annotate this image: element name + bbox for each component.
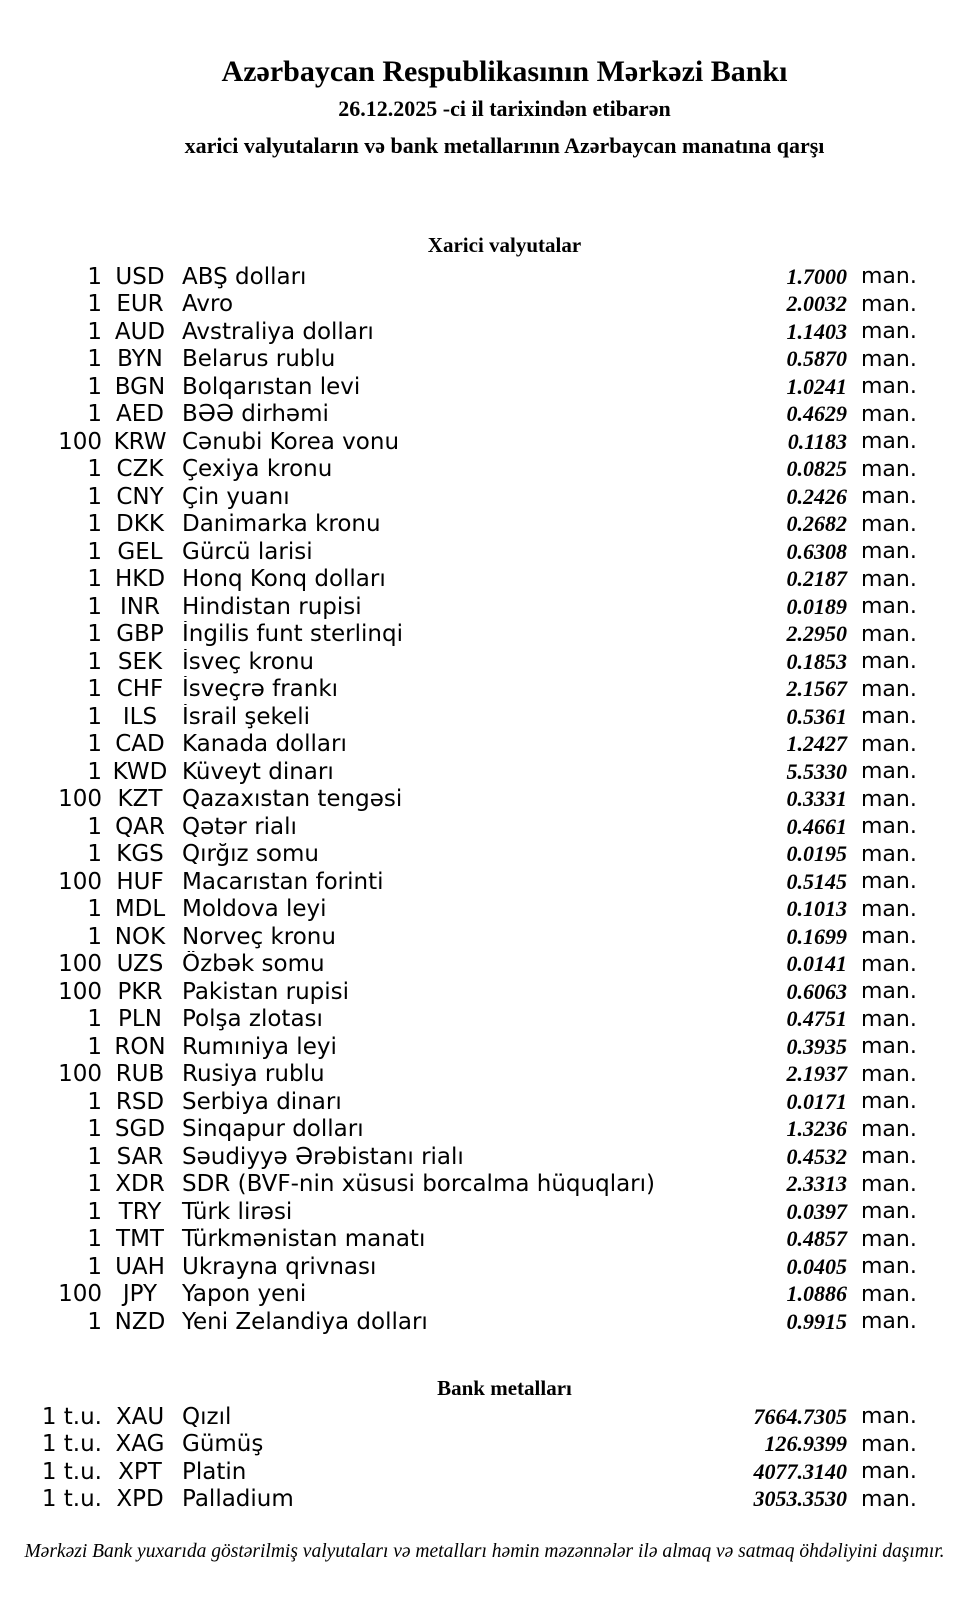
unit-cell: man. xyxy=(861,1006,917,1032)
rate-cell: 2.3313 xyxy=(786,1171,847,1197)
name-cell: Türkmənistan manatı xyxy=(182,1226,426,1253)
quantity-cell: 1 t.u. xyxy=(41,1403,102,1430)
quantity-cell: 1 t.u. xyxy=(41,1458,102,1485)
name-cell: Avstraliya dolları xyxy=(182,318,374,345)
quantity-cell: 1 t.u. xyxy=(41,1486,102,1513)
code-cell: RSD xyxy=(115,1088,165,1115)
unit-cell: man. xyxy=(861,1061,917,1087)
unit-cell: man. xyxy=(861,1309,917,1335)
unit-cell: man. xyxy=(861,1431,917,1457)
currency-row xyxy=(0,566,917,594)
code-cell: GEL xyxy=(117,538,163,565)
name-cell: Gürcü larisi xyxy=(182,538,313,565)
unit-cell: man. xyxy=(861,264,917,290)
code-cell: UZS xyxy=(116,951,164,978)
name-cell: İsveçrə frankı xyxy=(182,676,339,703)
name-cell: Cənubi Korea vonu xyxy=(182,428,400,455)
currency-row xyxy=(0,1281,917,1309)
currency-row xyxy=(0,1061,917,1089)
metal-row xyxy=(0,1486,917,1514)
currencies-table xyxy=(0,263,917,1336)
code-cell: ILS xyxy=(122,703,158,730)
code-cell: UAH xyxy=(115,1253,165,1280)
code-cell: HUF xyxy=(116,868,164,895)
name-cell: İsrail şekeli xyxy=(182,703,310,730)
unit-cell: man. xyxy=(861,704,917,730)
rate-cell: 0.6308 xyxy=(786,538,847,564)
name-cell: Pakistan rupisi xyxy=(182,978,350,1005)
name-cell: Qazaxıstan tengəsi xyxy=(182,786,403,813)
unit-cell: man. xyxy=(861,731,917,757)
code-cell: XPT xyxy=(118,1458,162,1485)
unit-cell: man. xyxy=(861,979,917,1005)
quantity-cell: 1 xyxy=(87,263,102,290)
currency-row xyxy=(0,291,917,319)
rate-cell: 0.0171 xyxy=(786,1088,847,1114)
code-cell: SAR xyxy=(116,1143,164,1170)
code-cell: CZK xyxy=(116,456,164,483)
metal-row xyxy=(0,1403,917,1431)
name-cell: Avro xyxy=(182,291,234,318)
metals-section-heading: Bank metalları xyxy=(437,1376,572,1400)
quantity-cell: 1 xyxy=(87,841,102,868)
currency-row xyxy=(0,263,917,291)
name-cell: Türk lirəsi xyxy=(182,1198,293,1225)
name-cell: Danimarka kronu xyxy=(182,511,381,538)
unit-cell: man. xyxy=(861,346,917,372)
unit-cell: man. xyxy=(861,869,917,895)
currency-row xyxy=(0,428,917,456)
rate-cell: 1.1403 xyxy=(786,318,847,344)
rate-cell: 0.0825 xyxy=(786,456,847,482)
currency-row xyxy=(0,978,917,1006)
unit-cell: man. xyxy=(861,456,917,482)
code-cell: DKK xyxy=(116,511,164,538)
unit-cell: man. xyxy=(861,841,917,867)
currency-row xyxy=(0,951,917,979)
name-cell: Küveyt dinarı xyxy=(182,758,334,785)
name-cell: Palladium xyxy=(182,1486,294,1513)
rate-cell: 0.9915 xyxy=(786,1308,847,1334)
unit-cell: man. xyxy=(861,374,917,400)
name-cell: Moldova leyi xyxy=(182,896,327,923)
rate-cell: 0.0397 xyxy=(786,1198,847,1224)
name-cell: Çexiya kronu xyxy=(182,456,333,483)
quantity-cell: 100 xyxy=(58,428,102,455)
rate-cell: 5.5330 xyxy=(786,758,847,784)
unit-cell: man. xyxy=(861,484,917,510)
name-cell: İsveç kronu xyxy=(182,648,314,675)
code-cell: MDL xyxy=(114,896,166,923)
code-cell: BGN xyxy=(114,373,166,400)
quantity-cell: 1 xyxy=(87,1033,102,1060)
name-cell: Honq Konq dolları xyxy=(182,566,386,593)
quantity-cell: 1 xyxy=(87,593,102,620)
rate-cell: 126.9399 xyxy=(764,1431,847,1457)
quantity-cell: 1 xyxy=(87,1171,102,1198)
rate-cell: 0.5145 xyxy=(786,868,847,894)
rate-cell: 2.0032 xyxy=(786,291,847,317)
name-cell: Özbək somu xyxy=(182,951,325,978)
quantity-cell: 1 xyxy=(87,1308,102,1335)
rate-cell: 0.1183 xyxy=(787,428,847,454)
unit-cell: man. xyxy=(861,1199,917,1225)
code-cell: KWD xyxy=(112,758,168,785)
currency-row xyxy=(0,1253,917,1281)
name-cell: Yeni Zelandiya dolları xyxy=(182,1308,428,1335)
code-cell: TMT xyxy=(116,1226,164,1253)
currency-row xyxy=(0,511,917,539)
unit-cell: man. xyxy=(861,621,917,647)
code-cell: QAR xyxy=(115,813,165,840)
unit-cell: man. xyxy=(861,814,917,840)
code-cell: XDR xyxy=(115,1171,165,1198)
unit-cell: man. xyxy=(861,924,917,950)
rate-cell: 0.4629 xyxy=(786,401,847,427)
name-cell: BƏƏ dirhəmi xyxy=(182,401,329,428)
name-cell: Norveç kronu xyxy=(182,923,336,950)
code-cell: KGS xyxy=(116,841,164,868)
currency-row xyxy=(0,896,917,924)
unit-cell: man. xyxy=(861,429,917,455)
rate-cell: 0.4857 xyxy=(786,1226,847,1252)
unit-cell: man. xyxy=(861,1226,917,1252)
unit-cell: man. xyxy=(861,1404,917,1430)
unit-cell: man. xyxy=(861,649,917,675)
rate-cell: 1.0241 xyxy=(786,373,847,399)
unit-cell: man. xyxy=(861,786,917,812)
page-title: Azərbaycan Respublikasının Mərkəzi Bankı xyxy=(221,55,788,88)
currency-row xyxy=(0,676,917,704)
name-cell: Macarıstan forinti xyxy=(182,868,384,895)
code-cell: PKR xyxy=(117,978,163,1005)
code-cell: CAD xyxy=(115,731,165,758)
name-cell: Platin xyxy=(182,1458,247,1485)
code-cell: PLN xyxy=(118,1006,162,1033)
rate-cell: 0.3935 xyxy=(786,1033,847,1059)
name-cell: Qırğız somu xyxy=(182,841,319,868)
unit-cell: man. xyxy=(861,594,917,620)
currency-row xyxy=(0,346,917,374)
quantity-cell: 1 xyxy=(87,346,102,373)
unit-cell: man. xyxy=(861,511,917,537)
quantity-cell: 1 xyxy=(87,483,102,510)
unit-cell: man. xyxy=(861,676,917,702)
name-cell: İngilis funt sterlinqi xyxy=(182,621,403,648)
unit-cell: man. xyxy=(861,401,917,427)
rate-cell: 0.0405 xyxy=(786,1253,847,1279)
unit-cell: man. xyxy=(861,1459,917,1485)
unit-cell: man. xyxy=(861,1281,917,1307)
quantity-cell: 1 xyxy=(87,1006,102,1033)
unit-cell: man. xyxy=(861,539,917,565)
quantity-cell: 100 xyxy=(58,978,102,1005)
name-cell: Serbiya dinarı xyxy=(182,1088,342,1115)
disclaimer-text: Mərkəzi Bank yuxarıda göstərilmiş valyutaları və metalları həmin məzənnələr ilə almaq və satmaq öhdəliyini daşımır. xyxy=(24,1541,945,1562)
quantity-cell: 1 t.u. xyxy=(41,1431,102,1458)
name-cell: ABŞ dolları xyxy=(182,263,307,290)
currency-row xyxy=(0,456,917,484)
quantity-cell: 1 xyxy=(87,896,102,923)
unit-cell: man. xyxy=(861,1254,917,1280)
quantity-cell: 100 xyxy=(58,1281,102,1308)
code-cell: CNY xyxy=(116,483,164,510)
rate-cell: 0.0141 xyxy=(786,951,847,977)
unit-cell: man. xyxy=(861,759,917,785)
currency-row xyxy=(0,758,917,786)
code-cell: NZD xyxy=(114,1308,166,1335)
quantity-cell: 1 xyxy=(87,703,102,730)
name-cell: Polşa zlotası xyxy=(182,1006,323,1033)
currency-row xyxy=(0,841,917,869)
quantity-cell: 100 xyxy=(58,868,102,895)
currency-row xyxy=(0,318,917,346)
code-cell: JPY xyxy=(122,1281,158,1308)
unit-cell: man. xyxy=(861,1089,917,1115)
code-cell: SGD xyxy=(114,1116,166,1143)
quantity-cell: 1 xyxy=(87,758,102,785)
name-cell: Ukrayna qrivnası xyxy=(182,1253,377,1280)
quantity-cell: 1 xyxy=(87,291,102,318)
code-cell: CHF xyxy=(116,676,164,703)
effective-date: 26.12.2025 -ci il tarixindən etibarən xyxy=(338,96,671,121)
name-cell: Gümüş xyxy=(182,1431,264,1458)
currency-row xyxy=(0,538,917,566)
unit-cell: man. xyxy=(861,951,917,977)
rate-cell: 0.6063 xyxy=(786,978,847,1004)
code-cell: HKD xyxy=(114,566,166,593)
quantity-cell: 1 xyxy=(87,923,102,950)
name-cell: Sinqapur dolları xyxy=(182,1116,364,1143)
name-cell: Belarus rublu xyxy=(182,346,336,373)
rate-cell: 2.1937 xyxy=(786,1061,847,1087)
quantity-cell: 1 xyxy=(87,401,102,428)
name-cell: Rumıniya leyi xyxy=(182,1033,337,1060)
code-cell: XAG xyxy=(115,1431,165,1458)
rate-cell: 0.4532 xyxy=(786,1143,847,1169)
name-cell: Qızıl xyxy=(182,1403,232,1430)
rate-cell: 4077.3140 xyxy=(753,1458,847,1484)
rate-cell: 3053.3530 xyxy=(753,1486,847,1512)
unit-cell: man. xyxy=(861,1486,917,1512)
quantity-cell: 1 xyxy=(87,1116,102,1143)
currency-row xyxy=(0,1116,917,1144)
currency-row xyxy=(0,373,917,401)
unit-cell: man. xyxy=(861,566,917,592)
rate-cell: 0.1013 xyxy=(786,896,847,922)
unit-cell: man. xyxy=(861,1144,917,1170)
code-cell: RUB xyxy=(115,1061,165,1088)
code-cell: NOK xyxy=(114,923,166,950)
rate-cell: 7664.7305 xyxy=(753,1403,847,1429)
currency-row xyxy=(0,703,917,731)
rate-cell: 0.4661 xyxy=(786,813,847,839)
currency-row xyxy=(0,1171,917,1199)
rate-cell: 1.0886 xyxy=(786,1281,847,1307)
quantity-cell: 100 xyxy=(58,951,102,978)
currency-row xyxy=(0,923,917,951)
rate-cell: 0.3331 xyxy=(786,786,847,812)
unit-cell: man. xyxy=(861,1034,917,1060)
quantity-cell: 1 xyxy=(87,1088,102,1115)
name-cell: Səudiyyə Ərəbistanı rialı xyxy=(182,1143,464,1170)
unit-cell: man. xyxy=(861,319,917,345)
rate-cell: 0.2426 xyxy=(786,483,847,509)
code-cell: INR xyxy=(120,593,160,620)
metal-row xyxy=(0,1458,917,1486)
currency-row xyxy=(0,868,917,896)
currency-row xyxy=(0,621,917,649)
currency-row xyxy=(0,401,917,429)
code-cell: USD xyxy=(115,263,165,290)
code-cell: GBP xyxy=(116,621,164,648)
code-cell: XPD xyxy=(116,1486,164,1513)
quantity-cell: 1 xyxy=(87,1143,102,1170)
quantity-cell: 1 xyxy=(87,456,102,483)
unit-cell: man. xyxy=(861,1171,917,1197)
unit-cell: man. xyxy=(861,291,917,317)
currency-row xyxy=(0,1088,917,1116)
unit-cell: man. xyxy=(861,896,917,922)
name-cell: Rusiya rublu xyxy=(182,1061,325,1088)
metal-row xyxy=(0,1431,917,1459)
currency-row xyxy=(0,731,917,759)
rate-cell: 2.2950 xyxy=(786,621,847,647)
code-cell: XAU xyxy=(115,1403,165,1430)
currency-row xyxy=(0,1226,917,1254)
currencies-section-heading: Xarici valyutalar xyxy=(427,233,582,257)
code-cell: SEK xyxy=(117,648,163,675)
currency-row xyxy=(0,1006,917,1034)
unit-cell: man. xyxy=(861,1116,917,1142)
code-cell: AUD xyxy=(114,318,166,345)
quantity-cell: 1 xyxy=(87,511,102,538)
quantity-cell: 100 xyxy=(58,1061,102,1088)
code-cell: AED xyxy=(116,401,164,428)
currency-row xyxy=(0,483,917,511)
rate-cell: 1.2427 xyxy=(786,731,847,757)
rate-cell: 0.1699 xyxy=(786,923,847,949)
quantity-cell: 1 xyxy=(87,676,102,703)
quantity-cell: 1 xyxy=(87,538,102,565)
code-cell: TRY xyxy=(118,1198,162,1225)
name-cell: Bolqarıstan levi xyxy=(182,373,361,400)
quantity-cell: 1 xyxy=(87,648,102,675)
code-cell: RON xyxy=(114,1033,166,1060)
metals-table xyxy=(0,1403,917,1513)
page-subtitle: xarici valyutaların və bank metallarının Azərbaycan manatına qarşı xyxy=(184,133,825,158)
currency-row xyxy=(0,1033,917,1061)
quantity-cell: 1 xyxy=(87,813,102,840)
code-cell: EUR xyxy=(116,291,164,318)
quantity-cell: 1 xyxy=(87,1198,102,1225)
quantity-cell: 1 xyxy=(87,731,102,758)
code-cell: KZT xyxy=(117,786,163,813)
name-cell: SDR (BVF-nin xüsusi borcalma hüquqları) xyxy=(182,1171,655,1198)
currency-row xyxy=(0,593,917,621)
code-cell: BYN xyxy=(117,346,163,373)
name-cell: Çin yuanı xyxy=(182,483,290,510)
currency-row xyxy=(0,786,917,814)
code-cell: KRW xyxy=(113,428,167,455)
currency-row xyxy=(0,813,917,841)
rate-cell: 0.2187 xyxy=(786,566,847,592)
rate-cell: 1.3236 xyxy=(786,1116,847,1142)
rate-cell: 0.0189 xyxy=(786,593,847,619)
quantity-cell: 1 xyxy=(87,1226,102,1253)
currency-row xyxy=(0,1308,917,1336)
rate-cell: 0.2682 xyxy=(786,511,847,537)
name-cell: Hindistan rupisi xyxy=(182,593,362,620)
quantity-cell: 1 xyxy=(87,318,102,345)
quantity-cell: 1 xyxy=(87,566,102,593)
quantity-cell: 100 xyxy=(58,786,102,813)
rate-cell: 1.7000 xyxy=(786,263,847,289)
currency-row xyxy=(0,1198,917,1226)
quantity-cell: 1 xyxy=(87,621,102,648)
name-cell: Qətər rialı xyxy=(182,813,297,840)
quantity-cell: 1 xyxy=(87,373,102,400)
rate-cell: 0.1853 xyxy=(786,648,847,674)
name-cell: Kanada dolları xyxy=(182,731,347,758)
currency-row xyxy=(0,648,917,676)
name-cell: Yapon yeni xyxy=(182,1281,307,1308)
currency-row xyxy=(0,1143,917,1171)
rate-cell: 0.4751 xyxy=(786,1006,847,1032)
rate-cell: 0.5361 xyxy=(786,703,847,729)
rate-cell: 2.1567 xyxy=(786,676,847,702)
rate-cell: 0.5870 xyxy=(786,346,847,372)
quantity-cell: 1 xyxy=(87,1253,102,1280)
rate-cell: 0.0195 xyxy=(786,841,847,867)
